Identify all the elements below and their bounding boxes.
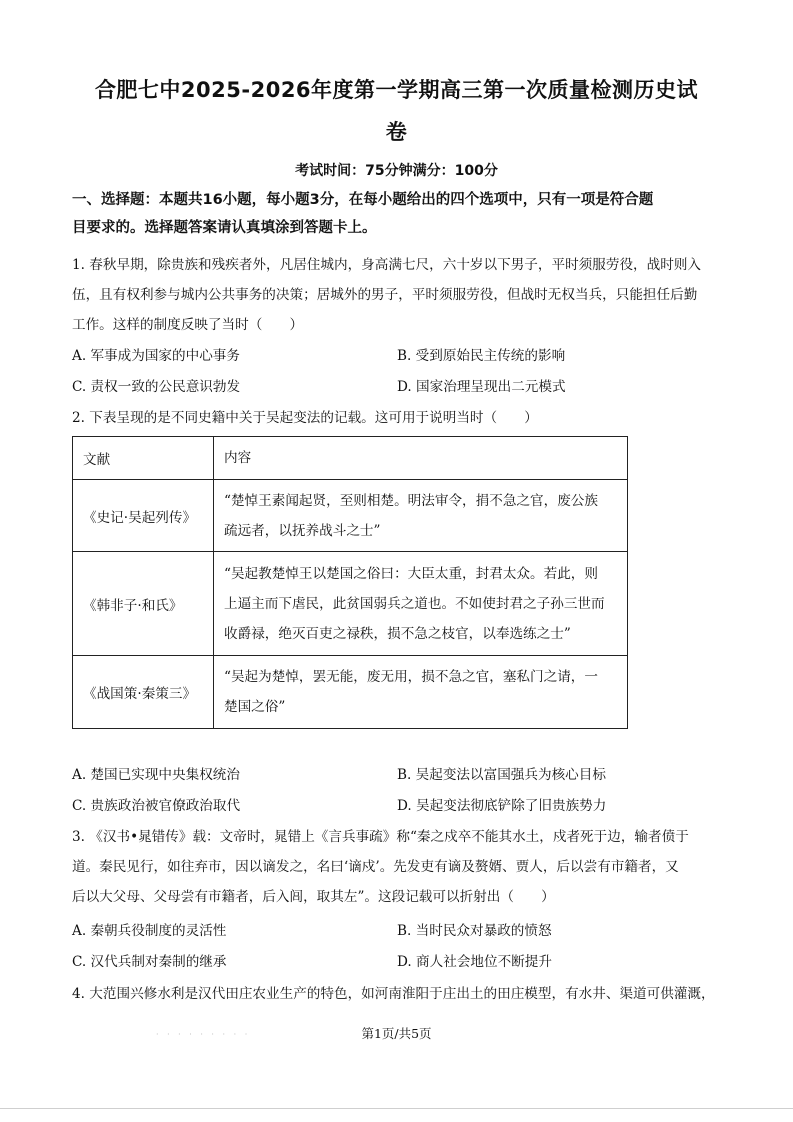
table-row xyxy=(73,656,628,729)
table-row xyxy=(73,480,628,552)
table-cell-source: 《战国策·秦策三》 xyxy=(73,656,214,729)
table-header-content: 内容 xyxy=(214,437,628,480)
question-3-stem-line: 后以大父母、父母尝有市籍者，后入闾，取其左”。这段记载可以折射出（ ） xyxy=(72,889,555,905)
question-1-stem-line: 工作。这样的制度反映了当时（ ） xyxy=(72,317,304,333)
section-heading xyxy=(72,186,722,242)
table-header-row xyxy=(73,437,628,480)
question-4-stem xyxy=(72,979,724,1009)
exam-time-score: 考试时间：75分钟满分：100分 xyxy=(295,163,498,179)
table-cell-content xyxy=(214,480,628,552)
table-cell-content xyxy=(214,552,628,656)
table-cell-line: “楚悼王素闻起贤，至则相楚。明法审令，捐不急之官，废公族 xyxy=(224,492,598,509)
table-cell-source: 《韩非子·和氏》 xyxy=(73,552,214,656)
question-1-stem xyxy=(72,250,724,340)
section-heading-line2: 目要求的。选择题答案请认真填涂到答题卡上。 xyxy=(72,220,377,236)
question-1-option-b: B. 受到原始民主传统的影响 xyxy=(397,348,566,364)
question-3-option-d: D. 商人社会地位不断提升 xyxy=(397,954,552,970)
scan-artifact-dots: · · · · · · · · · xyxy=(156,1030,251,1039)
table-cell-line: 楚国之俗” xyxy=(224,699,286,715)
table-row xyxy=(73,552,628,656)
exam-title-line2: 卷 xyxy=(385,120,408,144)
table-header-source: 文献 xyxy=(73,437,214,480)
section-heading-line1: 一、选择题：本题共16小题，每小题3分，在每小题给出的四个选项中，只有一项是符合题 xyxy=(72,192,654,208)
question-2-option-c: C. 贵族政治被官僚政治取代 xyxy=(72,798,241,814)
question-3-option-c: C. 汉代兵制对秦制的继承 xyxy=(72,954,227,970)
table-cell-line: “吴起为楚悼，罢无能，废无用，损不急之官，塞私门之请，一 xyxy=(224,669,598,685)
table-cell-line: 上逼主而下虐民，此贫国弱兵之道也。不如使封君之子孙三世而 xyxy=(224,595,605,612)
question-1-option-d: D. 国家治理呈现出二元模式 xyxy=(397,379,566,395)
table-cell-source: 《史记·吴起列传》 xyxy=(73,480,214,552)
page-bottom-divider xyxy=(0,1108,793,1109)
question-3-stem-line: 3. 《汉书•晁错传》载：文帝时，晁错上《言兵事疏》称“秦之戍卒不能其水土，戍者死于边，输者偾于 xyxy=(72,829,689,845)
table-cell-content xyxy=(214,656,628,729)
question-3-option-a: A. 秦朝兵役制度的灵活性 xyxy=(72,923,227,939)
page-footer: 第1页/共5页 xyxy=(361,1026,432,1041)
table-cell-line: “吴起教楚悼王以楚国之俗曰：大臣太重，封君太众。若此，则 xyxy=(224,565,598,582)
question-2-stem xyxy=(72,403,724,433)
question-2-stem-line: 2. 下表呈现的是不同史籍中关于吴起变法的记载。这可用于说明当时（ ） xyxy=(72,410,538,426)
question-2-option-d: D. 吴起变法彻底铲除了旧贵族势力 xyxy=(397,798,607,814)
question-1-option-c: C. 责权一致的公民意识勃发 xyxy=(72,379,241,395)
table-cell-line: 收爵禄，绝灭百吏之禄秩，损不急之枝官，以奉选练之士” xyxy=(224,625,571,642)
question-2-option-b: B. 吴起变法以富国强兵为核心目标 xyxy=(397,767,606,783)
question-4-stem-line: 4. 大范围兴修水利是汉代田庄农业生产的特色，如河南淮阳于庄出土的田庄模型，有水井、渠道可供灌溉， xyxy=(72,986,715,1002)
question-3-stem-line: 道。秦民见行，如往弃市，因以谪发之，名曰‘谪戍’。先发吏有谪及赘婿、贾人，后以尝有市籍者，又 xyxy=(72,859,679,875)
question-1-option-a: A. 军事成为国家的中心事务 xyxy=(72,348,240,364)
question-1-stem-line: 1. 春秋早期，除贵族和残疾者外，凡居住城内，身高满七尺，六十岁以下男子，平时须服劳役，战时则入 xyxy=(72,257,702,273)
question-3-stem xyxy=(72,822,724,912)
question-1-stem-line: 伍，且有权利参与城内公共事务的决策；居城外的男子，平时须服劳役，但战时无权当兵，只能担任后勤 xyxy=(72,287,698,303)
question-2-option-a: A. 楚国已实现中央集权统治 xyxy=(72,767,240,783)
exam-title-line1: 合肥七中2025-2026年度第一学期高三第一次质量检测历史试 xyxy=(94,78,699,102)
question-3-option-b: B. 当时民众对暴政的愤怒 xyxy=(397,923,552,939)
question-2-table xyxy=(72,436,628,729)
table-cell-line: 疏远者，以抚养战斗之士” xyxy=(224,522,381,539)
